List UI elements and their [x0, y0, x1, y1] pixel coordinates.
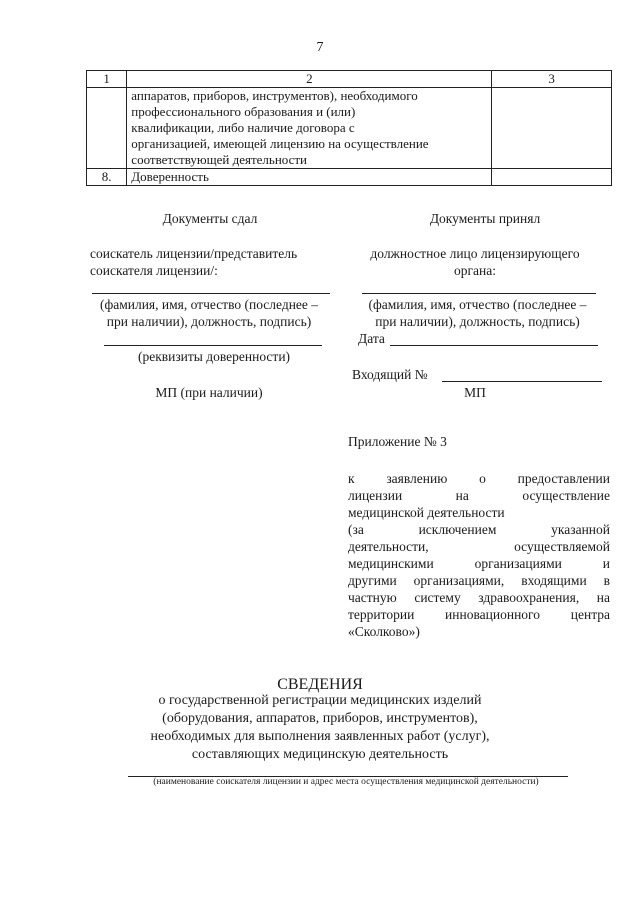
- row-text-line: Доверенность: [131, 169, 209, 184]
- official-signature-caption1: (фамилия, имя, отчество (последнее –: [368, 297, 587, 312]
- row-text-line: аппаратов, приборов, инструментов), необходимого: [131, 88, 418, 103]
- applicant-role-line2: соискателя лицензии/:: [90, 263, 218, 278]
- appendix-line: другими организациями, входящими в: [348, 573, 610, 588]
- official-signature-line: [362, 293, 596, 294]
- applicant-signature-caption1: (фамилия, имя, отчество (последнее –: [99, 297, 319, 312]
- svedeniya-line: (оборудования, аппаратов, приборов, инструментов),: [162, 711, 478, 726]
- table-header-cell: 1: [87, 71, 127, 88]
- row-text-line: организацией, имеющей лицензию на осуществление: [131, 136, 429, 151]
- row-text: [127, 88, 492, 169]
- appendix-line: «Сколково»): [348, 624, 420, 639]
- row-text-line: соответствующей деятельности: [131, 152, 308, 167]
- table-row: [87, 169, 612, 186]
- appendix-line: лицензии на осуществление: [348, 488, 610, 503]
- appendix-line: территории инновационного центра: [348, 607, 610, 622]
- table-header-cell: 3: [492, 71, 612, 88]
- official-role-line2: органа:: [454, 263, 496, 278]
- row-notes: [492, 88, 612, 169]
- documents-table: [86, 70, 612, 186]
- official-signature-caption2: при наличии), должность, подпись): [375, 314, 580, 329]
- applicant-signature-caption2: при наличии), должность, подпись): [106, 314, 312, 329]
- svedeniya-line: о государственной регистрации медицинских изделий: [158, 693, 482, 708]
- applicant-stamp: МП (при наличии): [155, 385, 263, 400]
- power-of-attorney-caption: (реквизиты доверенности): [137, 349, 291, 364]
- appendix-body: [348, 470, 610, 640]
- row-text-line: профессионального образования и (или): [131, 104, 356, 119]
- applicant-name-caption: (наименование соискателя лицензии и адрес места осуществления медицинской деятельности): [153, 777, 539, 787]
- applicant-role-line1: соискатель лицензии/представитель: [90, 246, 298, 261]
- appendix-line: медицинской деятельности: [348, 505, 505, 520]
- page-number: 7: [316, 40, 324, 55]
- appendix-line: к заявлению о предоставлении: [348, 471, 610, 486]
- appendix-title: Приложение № 3: [348, 434, 447, 449]
- date-field-line: [390, 345, 598, 346]
- row-text: [127, 169, 492, 186]
- appendix-line: деятельности, осуществляемой: [348, 539, 610, 554]
- power-of-attorney-line: [104, 345, 322, 346]
- table-header-cell: 2: [127, 71, 492, 88]
- appendix-line: (за исключением указанной: [348, 522, 610, 537]
- svedeniya-subtitle: [110, 692, 530, 764]
- applicant-signature-line: [92, 293, 330, 294]
- submitted-heading: Документы сдал: [162, 211, 258, 226]
- appendix-line: частную систему здравоохранения, на: [348, 590, 610, 605]
- row-number: [87, 88, 127, 169]
- table-row: [87, 88, 612, 169]
- svedeniya-line: составляющих медицинскую деятельность: [191, 747, 449, 762]
- official-stamp: МП: [464, 385, 486, 400]
- row-text-line: квалификации, либо наличие договора с: [131, 120, 355, 135]
- table-header-row: [87, 71, 612, 88]
- row-number: 8.: [87, 169, 127, 186]
- incoming-number-line: [442, 381, 602, 382]
- incoming-number-label: Входящий №: [352, 367, 428, 382]
- row-notes: [492, 169, 612, 186]
- date-label: Дата: [358, 331, 385, 346]
- official-role-line1: должностное лицо лицензирующего: [370, 246, 580, 261]
- svedeniya-line: необходимых для выполнения заявленных работ (услуг),: [150, 729, 490, 744]
- appendix-line: медицинскими организациями и: [348, 556, 610, 571]
- accepted-heading: Документы принял: [429, 211, 541, 226]
- svedeniya-title: СВЕДЕНИЯ: [277, 676, 363, 693]
